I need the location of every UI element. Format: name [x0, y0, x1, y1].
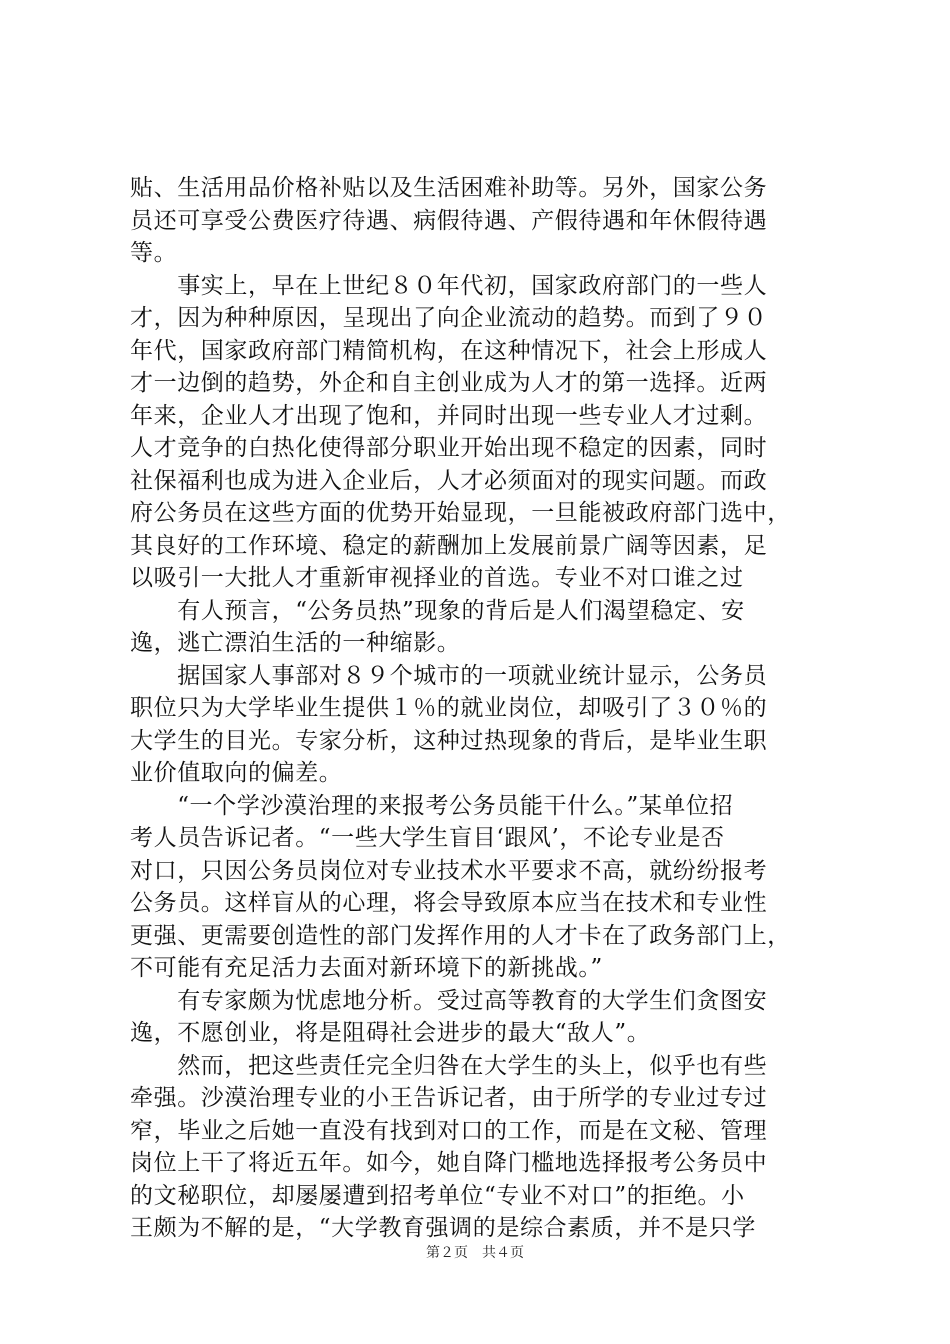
text-line: 年代，国家政府部门精简机构，在这种情况下，社会上形成人: [130, 337, 768, 364]
text-line: 的文秘职位，却屡屡遭到招考单位“专业不对口”的拒绝。小: [130, 1182, 745, 1209]
text-line: 其良好的工作环境、稳定的薪酬加上发展前景广阔等因素，足: [130, 532, 768, 559]
text-line: 大学生的目光。专家分析，这种过热现象的背后，是毕业生职: [130, 727, 768, 754]
text-line: “一个学沙漠治理的来报考公务员能干什么。”某单位招: [130, 792, 734, 819]
text-line: 事实上，早在上世纪８０年代初，国家政府部门的一些人: [130, 272, 768, 299]
text-line: 据国家人事部对８９个城市的一项就业统计显示，公务员: [130, 662, 768, 689]
text-line: 员还可享受公费医疗待遇、病假待遇、产假待遇和年休假待遇: [130, 207, 768, 234]
page-number-footer: 第２页 共４页: [426, 1245, 524, 1261]
text-line: 有专家颇为忧虑地分析。受过高等教育的大学生们贪图安: [130, 987, 768, 1014]
text-line: 岗位上干了将近五年。如今，她自降门槛地选择报考公务员中: [130, 1150, 768, 1176]
text-line: 府公务员在这些方面的优势开始显现，一旦能被政府部门选中，: [130, 500, 791, 526]
text-line: 等。: [130, 240, 178, 266]
text-line: 王颇为不解的是，“大学教育强调的是综合素质，并不是只学: [130, 1215, 756, 1241]
text-line: 牵强。沙漠治理专业的小王告诉记者，由于所学的专业过专过: [130, 1085, 768, 1111]
text-line: 以吸引一大批人才重新审视择业的首选。专业不对口谁之过: [130, 565, 744, 591]
text-line: 不可能有充足活力去面对新环境下的新挑战。”: [130, 955, 603, 981]
text-line: 业价值取向的偏差。: [130, 760, 343, 786]
text-line: 贴、生活用品价格补贴以及生活困难补助等。另外，国家公务: [130, 175, 768, 201]
text-line: 然而，把这些责任完全归咎在大学生的头上，似乎也有些: [130, 1052, 768, 1079]
text-line: 逸，逃亡漂泊生活的一种缩影。: [130, 630, 461, 656]
text-line: 对口，只因公务员岗位对专业技术水平要求不高，就纷纷报考: [130, 857, 768, 884]
text-line: 人才竞争的白热化使得部分职业开始出现不稳定的因素，同时: [130, 435, 768, 461]
text-line: 更强、更需要创造性的部门发挥作用的人才卡在了政务部门上，: [130, 922, 791, 949]
text-line: 逸，不愿创业，将是阻碍社会进步的最大“敌人”。: [130, 1020, 651, 1046]
text-line: 才，因为种种原因，呈现出了向企业流动的趋势。而到了９０: [130, 305, 768, 331]
text-line: 社保福利也成为进入企业后，人才必须面对的现实问题。而政: [130, 467, 768, 494]
text-line: 才一边倒的趋势，外企和自主创业成为人才的第一选择。近两: [130, 370, 768, 396]
text-line: 窄，毕业之后她一直没有找到对口的工作，而是在文秘、管理: [130, 1117, 768, 1144]
text-line: 职位只为大学毕业生提供１％的就业岗位，却吸引了３０％的: [130, 695, 768, 721]
document-body: [130, 172, 830, 1245]
text-line: 年来，企业人才出现了饱和，并同时出现一些专业人才过剩。: [130, 402, 768, 429]
text-line: 考人员告诉记者。“一些大学生盲目‘跟风’，不论专业是否: [130, 825, 725, 851]
text-line: 有人预言，“公务员热”现象的背后是人们渴望稳定、安: [130, 597, 745, 624]
text-line: 公务员。这样盲从的心理，将会导致原本应当在技术和专业性: [130, 890, 768, 916]
